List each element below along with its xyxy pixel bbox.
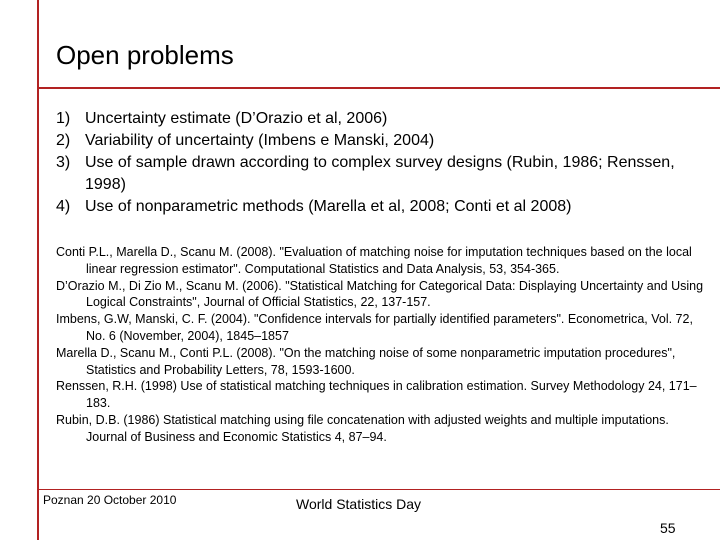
list-item-number: 1) <box>56 110 71 127</box>
list-item <box>56 108 706 130</box>
list-item-number: 4) <box>56 198 71 215</box>
reference-item: Conti P.L., Marella D., Scanu M. (2008). "Evaluation of matching noise for imputation techniques based on the local linear regression estimator". Computational Statistics and Data Analysis, 53, 354-365. <box>56 245 692 276</box>
list-item-text: Use of sample drawn according to complex survey designs (Rubin, 1986; Renssen, 1998) <box>85 154 675 193</box>
list-item-text: Use of nonparametric methods (Marella et al, 2008; Conti et al 2008) <box>85 198 572 215</box>
list-item-text: Variability of uncertainty (Imbens e Manski, 2004) <box>85 132 435 149</box>
reference-item: D’Orazio M., Di Zio M., Scanu M. (2006). "Statistical Matching for Categorical Data: Displaying Uncertainty and Using Logical Constraints", Journal of Official Statistics, 22, 137-157. <box>56 278 704 310</box>
title-underline-rule <box>37 87 720 89</box>
slide-title: Open problems <box>56 40 234 70</box>
open-problems-list <box>56 108 706 218</box>
list-item-number: 2) <box>56 132 71 149</box>
list-item <box>56 196 706 218</box>
list-item <box>56 130 706 152</box>
reference-item: Marella D., Scanu M., Conti P.L. (2008). "On the matching noise of some nonparametric imputation procedures", Statistics and Probability Letters, 78, 1593-1600. <box>56 345 676 377</box>
reference-item: Renssen, R.H. (1998) Use of statistical matching techniques in calibration estimation. Survey Methodology 24, 171–183. <box>56 379 697 411</box>
footer-event: World Statistics Day <box>296 496 421 512</box>
reference-item: Rubin, D.B. (1986) Statistical matching using file concatenation with adjusted weights and multiple imputations. Journal of Business and Economic Statistics 4, 87–94. <box>56 412 669 444</box>
list-item-number: 3) <box>56 154 71 171</box>
footer-location-date: Poznan 20 October 2010 <box>43 493 177 507</box>
reference-item: Imbens, G.W, Manski, C. F. (2004). "Confidence intervals for partially identified parameters". Econometrica, Vol. 72, No. 6 (November, 2004), 1845–1857 <box>56 312 693 343</box>
list-item <box>56 152 706 196</box>
left-vertical-rule <box>37 0 39 540</box>
references-list <box>56 244 704 446</box>
footer-rule <box>37 489 720 490</box>
page-number: 55 <box>660 520 676 536</box>
list-item-text: Uncertainty estimate (D’Orazio et al, 2006) <box>85 110 388 127</box>
